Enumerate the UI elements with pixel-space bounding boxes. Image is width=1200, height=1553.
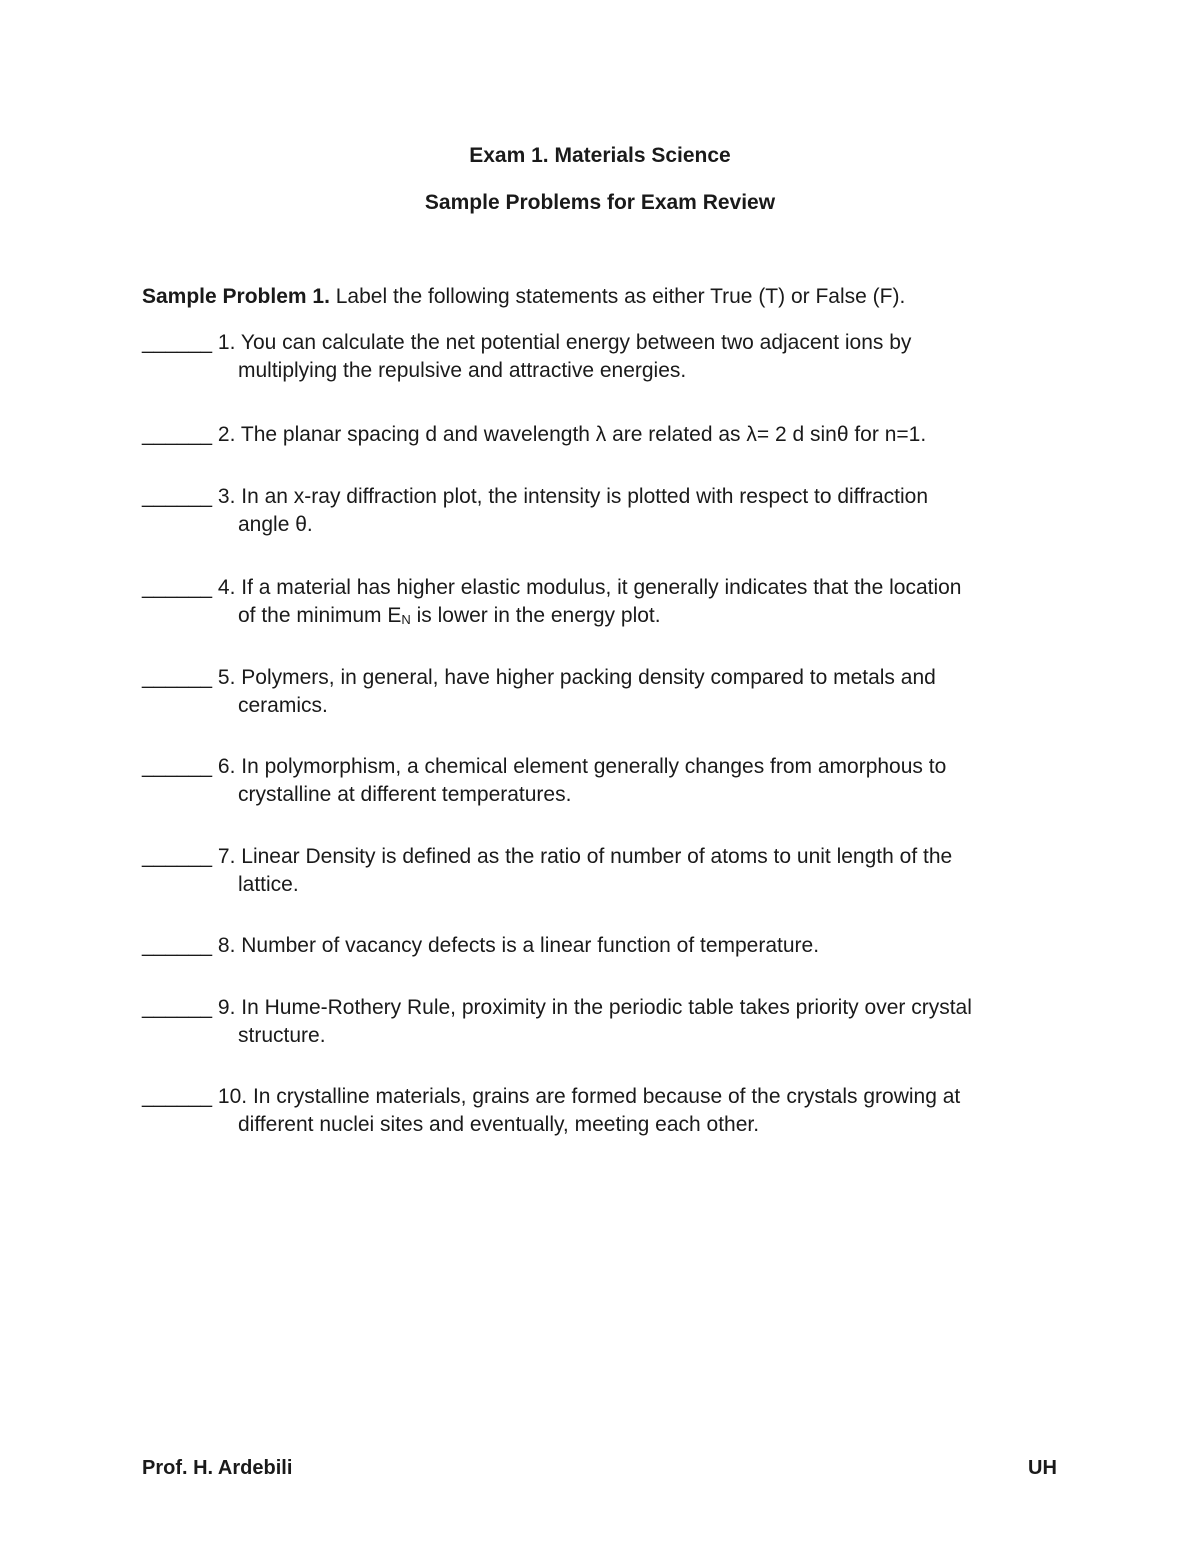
subscript-text: N [401, 612, 411, 627]
statement-item-4 [142, 574, 1072, 634]
answer-blank[interactable]: ______ [142, 331, 213, 354]
footer-author: Prof. H. Ardebili [142, 1457, 293, 1479]
statement-text: 10. In crystalline materials, grains are formed because of the crystals growing at [212, 1085, 961, 1108]
statement-text: 8. Number of vacancy defects is a linear function of temperature. [212, 934, 820, 957]
statement-item-8 [142, 932, 1072, 960]
statement-item-6 [142, 753, 1072, 809]
page-subtitle: Sample Problems for Exam Review [424, 191, 776, 214]
statement-text-cont [142, 602, 1072, 634]
statement-item-1 [142, 329, 1072, 385]
answer-blank[interactable]: ______ [142, 996, 213, 1019]
statement-text: 1. You can calculate the net potential energy between two adjacent ions by [212, 331, 912, 354]
statement-text-cont: lattice. [238, 873, 299, 896]
answer-blank[interactable]: ______ [142, 576, 213, 599]
statement-text-part: of the minimum E [238, 604, 402, 627]
statement-text-cont: structure. [238, 1024, 326, 1047]
answer-blank[interactable]: ______ [142, 934, 213, 957]
answer-blank[interactable]: ______ [142, 423, 213, 446]
statement-text: 5. Polymers, in general, have higher packing density compared to metals and [212, 666, 936, 689]
statement-text: 3. In an x-ray diffraction plot, the intensity is plotted with respect to diffraction [212, 485, 929, 508]
statement-text-cont: crystalline at different temperatures. [238, 783, 572, 806]
statement-item-9 [142, 994, 1072, 1050]
statement-text: 9. In Hume-Rothery Rule, proximity in the periodic table takes priority over crystal [212, 996, 972, 1019]
statement-text: 7. Linear Density is defined as the ratio of number of atoms to unit length of the [212, 845, 953, 868]
statement-text-cont: different nuclei sites and eventually, meeting each other. [238, 1113, 760, 1136]
answer-blank[interactable]: ______ [142, 666, 213, 689]
statement-item-10 [142, 1083, 1072, 1139]
statement-text-part: is lower in the energy plot. [410, 604, 661, 627]
answer-blank[interactable]: ______ [142, 485, 213, 508]
answer-blank[interactable]: ______ [142, 1085, 213, 1108]
statement-text: 2. The planar spacing d and wavelength λ are related as λ= 2 d sinθ for n=1. [212, 423, 927, 446]
page-title: Exam 1. Materials Science [469, 144, 731, 167]
statement-item-7 [142, 843, 1072, 899]
statement-text-cont: ceramics. [238, 694, 328, 717]
statement-text: 6. In polymorphism, a chemical element generally changes from amorphous to [212, 755, 947, 778]
statement-text-cont: multiplying the repulsive and attractive energies. [238, 359, 687, 382]
statement-item-3 [142, 483, 1072, 539]
answer-blank[interactable]: ______ [142, 845, 213, 868]
statement-item-2 [142, 421, 1072, 449]
problem-label: Sample Problem 1. [142, 285, 330, 308]
statement-item-5 [142, 664, 1072, 720]
statement-text-cont: angle θ. [238, 513, 313, 536]
problem-instruction [142, 285, 905, 309]
problem-instruction-text: Label the following statements as either True (T) or False (F). [329, 285, 906, 308]
statement-text: 4. If a material has higher elastic modulus, it generally indicates that the location [212, 576, 962, 599]
footer-institution: UH [1028, 1457, 1057, 1479]
answer-blank[interactable]: ______ [142, 755, 213, 778]
